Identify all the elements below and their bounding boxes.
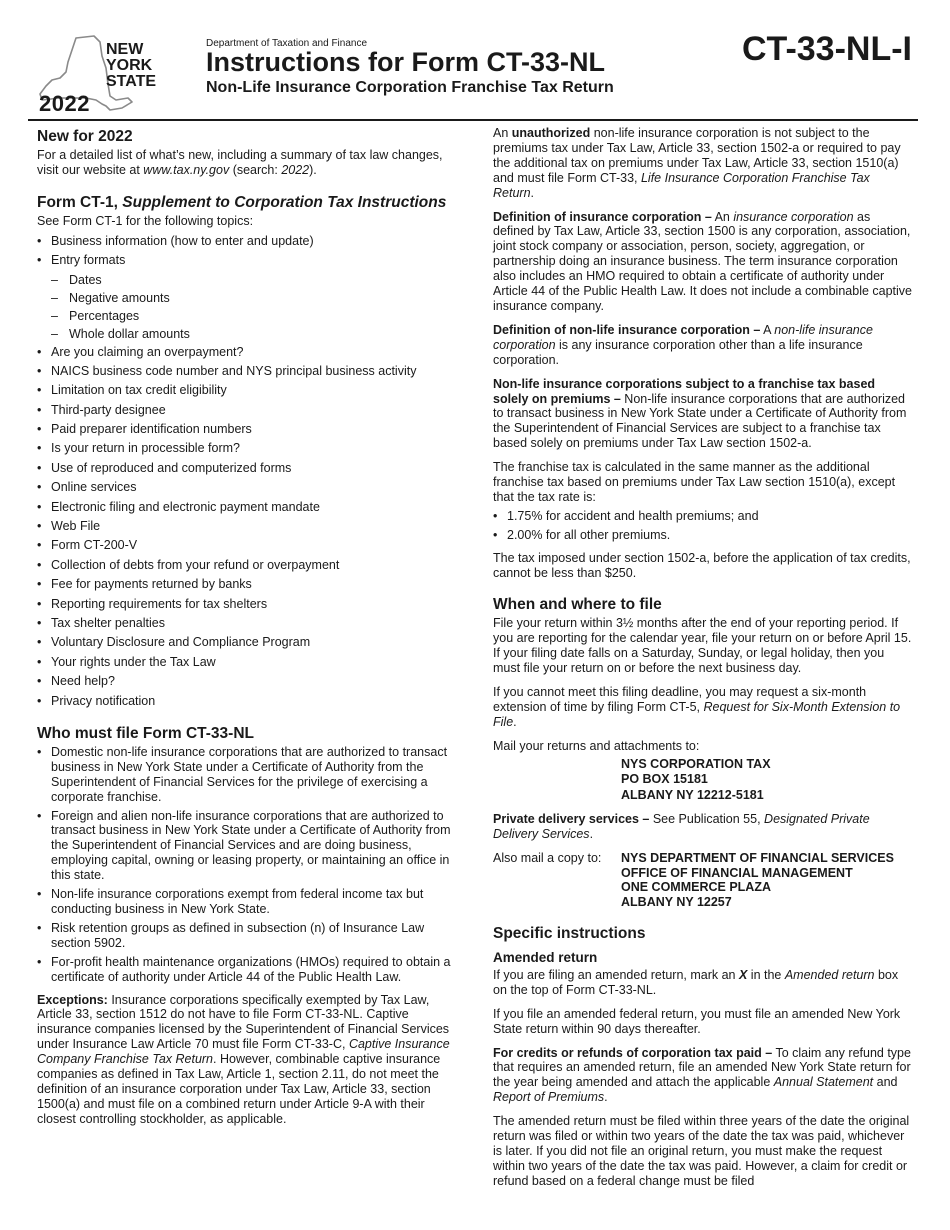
- new-text-part: (search:: [229, 162, 282, 177]
- topic-item: • Tax shelter penalties: [37, 614, 453, 633]
- amended-box-name: Amended return: [784, 967, 875, 982]
- exceptions-text: . However, combinable captive insurance companies as defined in Tax Law, Article 1, section 2.11, do not meet the definition of an insurance corporation under Tax Law, Article 33, section 1500(a) and must file on a combined return under Article 9-A with their closest controlling stockholder, as applicable.: [37, 1052, 441, 1126]
- who-item: • Risk retention groups as defined in subsection (n) of Insurance Law section 5902.: [37, 921, 453, 951]
- copy-address-label: Also mail a copy to:: [493, 851, 602, 866]
- topic-item: • Online services: [37, 478, 453, 497]
- definition-insurance-label: Definition of insurance corporation –: [493, 209, 712, 224]
- right-column: [493, 126, 913, 1198]
- text-part: .: [513, 714, 517, 729]
- text-part: .: [589, 827, 594, 842]
- topic-item: • Fee for payments returned by banks: [37, 575, 453, 594]
- ct1-heading-title: Supplement to Corporation Tax Instructions: [122, 193, 447, 211]
- search-term: 2022: [281, 162, 310, 177]
- logo-line-york: YORK: [106, 57, 153, 74]
- header-divider: [28, 119, 918, 121]
- topic-item: • Limitation on tax credit eligibility: [37, 381, 453, 400]
- address-line: ONE COMMERCE PLAZA: [621, 880, 771, 895]
- text-part: .: [530, 185, 535, 200]
- new-text-part: For a detailed list of what’s new, including a summary of tax law changes, visit our website at: [37, 148, 443, 177]
- text-part: is any insurance corporation other than a life insurance corporation.: [493, 337, 863, 367]
- when-to-file-paragraph: File your return within 3½ months after the end of your reporting period. If you are reporting for the calendar year, file your return on or before April 15. If your filing date falls on a Saturday, Sunday, or legal holiday, then you must file your return on or before the next business day.: [493, 616, 912, 676]
- extension-paragraph: [493, 685, 913, 730]
- definition-insurance-paragraph: [493, 210, 913, 314]
- federal-amended-paragraph: If you file an amended federal return, you must file an amended New York State return within 90 days thereafter.: [493, 1006, 901, 1036]
- address-line: NYS DEPARTMENT OF FINANCIAL SERVICES: [621, 851, 894, 866]
- when-where-heading: When and where to file: [493, 596, 662, 614]
- topic-item: • Privacy notification: [37, 692, 453, 711]
- exceptions-label: Exceptions:: [37, 992, 108, 1007]
- unauthorized-term: unauthorized: [511, 126, 591, 140]
- topic-item: • Is your return in processible form?: [37, 439, 453, 458]
- exceptions-paragraph: [37, 993, 453, 1127]
- text-part: To claim any refund type that requires an amended return, file an amended New York State return for the year being amended and attach the applicable: [493, 1045, 911, 1090]
- text-part: Non-life insurance corporations that are authorized to transact business in New York State under a Certificate of Authority from the Superintendent of Financial Services are subject to a franchise tax based solely on premiums under Tax Law section 1502-a.: [493, 391, 907, 451]
- amended-return-heading: Amended return: [493, 950, 598, 966]
- form-ct5-title: Request for Six-Month Extension to File: [493, 700, 901, 729]
- private-delivery-paragraph: [493, 812, 913, 842]
- text-part: See Publication 55,: [649, 812, 765, 827]
- address-line: OFFICE OF FINANCIAL MANAGEMENT: [621, 865, 853, 880]
- who-must-file-list: [37, 745, 453, 985]
- text-part: If you cannot meet this filing deadline, you may request a six-month extension of time by filing Form CT-5,: [493, 685, 867, 714]
- who-must-file-heading: Who must file Form CT-33-NL: [37, 724, 254, 742]
- text-part: An: [711, 209, 734, 224]
- filing-deadline-paragraph: The amended return must be filed within three years of the date the original return was filed or within two years of the date the tax was paid, whichever is later. If you did not file an original return, you must make the request within two years of the date the tax was paid. However, a claim for credit or refund based on a federal change must be filed: [493, 1114, 910, 1188]
- mailing-address: [621, 757, 913, 804]
- subject-to-tax-label: Non-life insurance corporations subject to a franchise tax based solely on premiums –: [493, 376, 876, 406]
- form-ct33-title: Life Insurance Corporation Franchise Tax Return: [493, 170, 870, 200]
- topic-item: • Reporting requirements for tax shelters: [37, 595, 453, 614]
- text-part: If you are filing an amended return, mark an: [493, 967, 739, 982]
- text-part: A: [760, 322, 775, 337]
- x-mark: X: [738, 967, 748, 982]
- topic-item: • Form CT-200-V: [37, 536, 453, 555]
- logo-state-text: [106, 42, 156, 90]
- text-part: box on the top of Form CT-33-NL.: [493, 967, 899, 997]
- mail-intro: Mail your returns and attachments to:: [493, 738, 700, 753]
- amended-return-paragraph: [493, 968, 913, 998]
- credits-refunds-label: For credits or refunds of corporation tax paid –: [493, 1045, 773, 1060]
- tax-calculation-paragraph: The franchise tax is calculated in the same manner as the additional franchise tax based on premiums under Tax Law section 1510(a), except that the tax rate is:: [493, 460, 896, 504]
- insurance-corporation-term: insurance corporation: [733, 209, 854, 224]
- definition-nonlife-label: Definition of non-life insurance corporation –: [493, 322, 761, 337]
- logo-line-new: NEW: [106, 41, 144, 58]
- who-item: • Domestic non-life insurance corporations that are authorized to transact business in New York State under a Certificate of Authority from the Superintendent of Financial Services for the privilege of exercising a corporate franchise.: [37, 745, 453, 805]
- minimum-tax-paragraph: The tax imposed under section 1502-a, before the application of tax credits, cannot be less than $250.: [493, 550, 911, 580]
- text-part: non-life insurance corporation is not subject to the premiums tax under Tax Law, Article 33, section 1502-a or required to pay the additional tax on premiums under Tax Law, Article 33, section 1510(a) and must file Form CT-33,: [493, 126, 901, 185]
- topic-item: • Web File: [37, 517, 453, 536]
- nonlife-term: non-life insurance corporation: [493, 322, 873, 352]
- topic-item: • Voluntary Disclosure and Compliance Program: [37, 633, 453, 652]
- department-name: Department of Taxation and Finance: [206, 38, 368, 49]
- address-line: NYS CORPORATION TAX: [621, 756, 771, 771]
- exceptions-form-title: Captive Insurance Company Franchise Tax Return: [37, 1037, 450, 1067]
- logo-year: 2022: [39, 91, 90, 116]
- topic-item: • NAICS business code number and NYS principal business activity: [37, 362, 453, 381]
- topic-item: • Business information (how to enter and update): [37, 232, 453, 251]
- text-part: in the: [747, 967, 785, 982]
- topic-subitem: – Dates: [37, 271, 453, 289]
- copy-address-block: [493, 851, 913, 909]
- topic-item: • Entry formats: [37, 251, 453, 270]
- nys-logo: [36, 34, 166, 118]
- page-subtitle: Non-Life Insurance Corporation Franchise Tax Return: [206, 79, 614, 96]
- exceptions-text: Insurance corporations specifically exempted by Tax Law, Article 33, section 1512 do not have to file Form CT-33-NL. Captive insurance companies licensed by the Superintendent of Financial Services under Insurance Law Article 70 must file Form CT-33-C,: [37, 992, 450, 1052]
- copy-address: [621, 851, 894, 909]
- annual-statement-term: Annual Statement: [773, 1075, 874, 1090]
- credits-refunds-paragraph: [493, 1046, 913, 1106]
- report-of-premiums-term: Report of Premiums: [493, 1090, 605, 1105]
- unauthorized-paragraph: [493, 126, 913, 201]
- address-line: ALBANY NY 12257: [621, 894, 732, 909]
- form-code: CT-33-NL-I: [742, 30, 912, 68]
- tax-rate-item: • 1.75% for accident and health premiums; and: [493, 509, 913, 524]
- topic-item: • Need help?: [37, 672, 453, 691]
- specific-instructions-heading: Specific instructions: [493, 925, 646, 943]
- new-text-part: ).: [309, 162, 317, 177]
- topic-subitem: – Whole dollar amounts: [37, 325, 453, 343]
- topic-subitem: – Percentages: [37, 307, 453, 325]
- topic-item: • Use of reproduced and computerized forms: [37, 459, 453, 478]
- who-item: • For-profit health maintenance organizations (HMOs) required to obtain a certificate of authority under Article 44 of the Public Health Law.: [37, 955, 453, 985]
- topic-item: • Electronic filing and electronic payment mandate: [37, 498, 453, 517]
- subject-to-tax-paragraph: [493, 377, 913, 452]
- left-column: [37, 126, 453, 1136]
- ct1-intro: See Form CT-1 for the following topics:: [37, 213, 254, 228]
- who-item: • Non-life insurance corporations exempt from federal income tax but conducting business in New York State.: [37, 887, 453, 917]
- new-for-year-heading: New for 2022: [37, 128, 133, 145]
- tax-rate-list: [493, 509, 913, 543]
- logo-line-state: STATE: [106, 73, 157, 90]
- topic-item: • Collection of debts from your refund or overpayment: [37, 556, 453, 575]
- text-part: and: [873, 1075, 898, 1090]
- who-item: • Foreign and alien non-life insurance corporations that are authorized to transact business in New York State under a Certificate of Authority from the Superintendent of Financial Services and are doing business, employing capital, owning or leasing property, or maintaining an office in this state.: [37, 809, 453, 884]
- definition-nonlife-paragraph: [493, 323, 913, 368]
- topic-item: • Your rights under the Tax Law: [37, 653, 453, 672]
- text-part: as defined by Tax Law, Article 33, section 1500 is any corporation, association, joint stock company or association, person, society, aggregation, or partnership doing an insurance business. The term insurance corporation also includes an HMO required to obtain a certificate of authority under Article 44 of the Public Health Law. It does not include a combinable captive insurance company.: [493, 209, 913, 313]
- topic-item: • Third-party designee: [37, 401, 453, 420]
- private-delivery-label: Private delivery services –: [493, 812, 650, 827]
- ct1-topic-list: [37, 232, 453, 711]
- page-title: Instructions for Form CT-33-NL: [206, 47, 606, 77]
- ct1-heading-form: Form CT-1,: [37, 193, 123, 211]
- text-part: An: [493, 126, 512, 140]
- publication-title: Designated Private Delivery Services: [493, 812, 870, 842]
- new-for-year-text: [37, 148, 453, 178]
- topic-item: • Paid preparer identification numbers: [37, 420, 453, 439]
- topic-item: • Are you claiming an overpayment?: [37, 343, 453, 362]
- page-header: [0, 0, 950, 120]
- ct1-heading: [37, 194, 453, 212]
- topic-subitem: – Negative amounts: [37, 289, 453, 307]
- address-line: PO BOX 15181: [621, 772, 708, 787]
- tax-rate-item: • 2.00% for all other premiums.: [493, 528, 913, 543]
- address-line: ALBANY NY 12212-5181: [621, 787, 764, 802]
- text-part: .: [604, 1090, 608, 1105]
- website-link[interactable]: www.tax.ny.gov: [143, 162, 230, 177]
